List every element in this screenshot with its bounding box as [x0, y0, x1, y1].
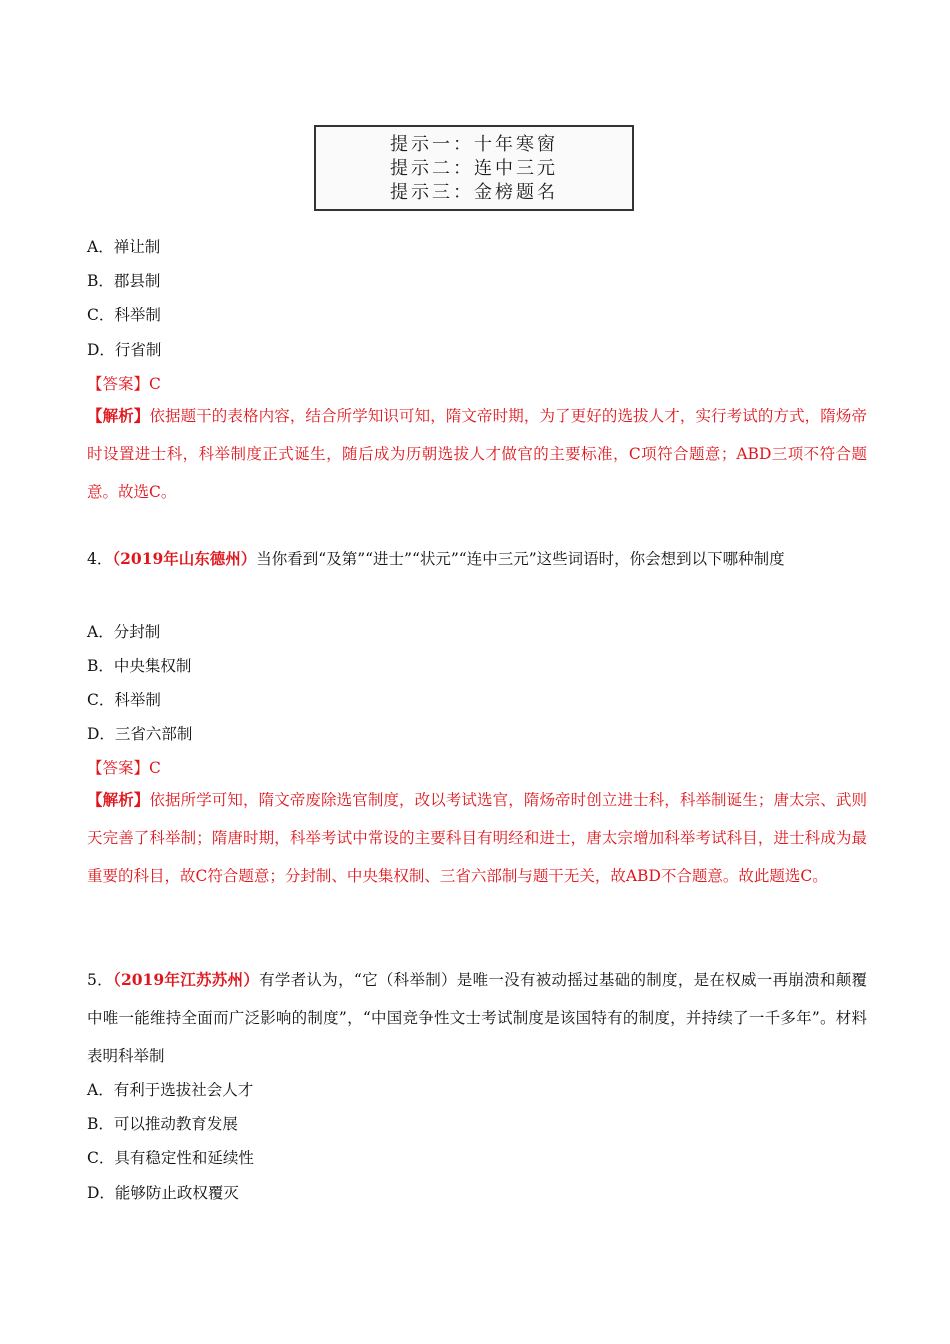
- q3-option-c[interactable]: C．科举制: [87, 306, 161, 324]
- q3-option-a[interactable]: A．禅让制: [87, 238, 161, 256]
- answer-value: C: [149, 375, 161, 393]
- analysis-text: 依据题干的表格内容，结合所学知识可知，隋文帝时期，为了更好的选拔人才，实行考试的方式，隋炀帝时设置进士科，科举制度正式诞生，随后成为历朝选拔人才做官的主要标准，C项符合题意；ABD三项不符合题意。故选C。: [87, 407, 867, 501]
- q5-option-c[interactable]: C．具有稳定性和延续性: [87, 1149, 254, 1167]
- answer-tag: 【答案】: [87, 375, 150, 393]
- q4-stem: [87, 540, 867, 578]
- q3-analysis: [87, 397, 867, 511]
- question-text: 有学者认为，“它（科举制）是唯一没有被动摇过基础的制度，是在权威一再崩溃和颠覆中唯一能维持全面而广泛影响的制度”，“中国竞争性文士考试制度是该国特有的制度，并持续了一千多年”。材料表明科举制: [87, 971, 867, 1065]
- q4-answer: [87, 756, 161, 778]
- answer-value: C: [149, 759, 161, 777]
- q4-option-d[interactable]: D．三省六部制: [87, 725, 193, 743]
- q5-option-d[interactable]: D．能够防止政权覆灭: [87, 1184, 239, 1202]
- analysis-tag: 【解析】: [87, 790, 150, 809]
- q4-analysis: [87, 781, 867, 895]
- question-number: 5．: [87, 971, 113, 989]
- hint-box: [314, 125, 634, 211]
- hint-line-1: 提示一：十年寒窗: [390, 134, 558, 155]
- analysis-text: 依据所学可知，隋文帝废除选官制度，改以考试选官，隋炀帝时创立进士科，科举制诞生；唐太宗、武则天完善了科举制；隋唐时期，科举考试中常设的主要科目有明经和进士，唐太宗增加科举考试科目，进士科成为最重要的科目，故C符合题意；分封制、中央集权制、三省六部制与题干无关，故ABD不合题意。故此题选C。: [87, 791, 867, 885]
- answer-tag: 【答案】: [87, 759, 150, 777]
- hint-line-3: 提示三：金榜题名: [390, 182, 558, 203]
- q3-answer: [87, 372, 161, 394]
- q4-option-b[interactable]: B．中央集权制: [87, 657, 192, 675]
- q5-option-a[interactable]: A．有利于选拔社会人才: [87, 1081, 254, 1099]
- q5-option-b[interactable]: B．可以推动教育发展: [87, 1115, 238, 1133]
- q4-option-a[interactable]: A．分封制: [87, 623, 161, 641]
- question-source: （2019年山东德州）: [112, 549, 257, 568]
- question-source: （2019年江苏苏州）: [112, 970, 260, 989]
- q4-option-c[interactable]: C．科举制: [87, 691, 161, 709]
- question-number: 4．: [87, 550, 113, 568]
- hint-line-2: 提示二：连中三元: [390, 158, 558, 179]
- q3-option-b[interactable]: B．郡县制: [87, 272, 161, 290]
- question-text: 当你看到“及第”“进士”“状元”“连中三元”这些词语时，你会想到以下哪种制度: [256, 550, 785, 568]
- q5-stem: [87, 961, 867, 1075]
- q3-option-d[interactable]: D．行省制: [87, 341, 162, 359]
- analysis-tag: 【解析】: [87, 406, 150, 425]
